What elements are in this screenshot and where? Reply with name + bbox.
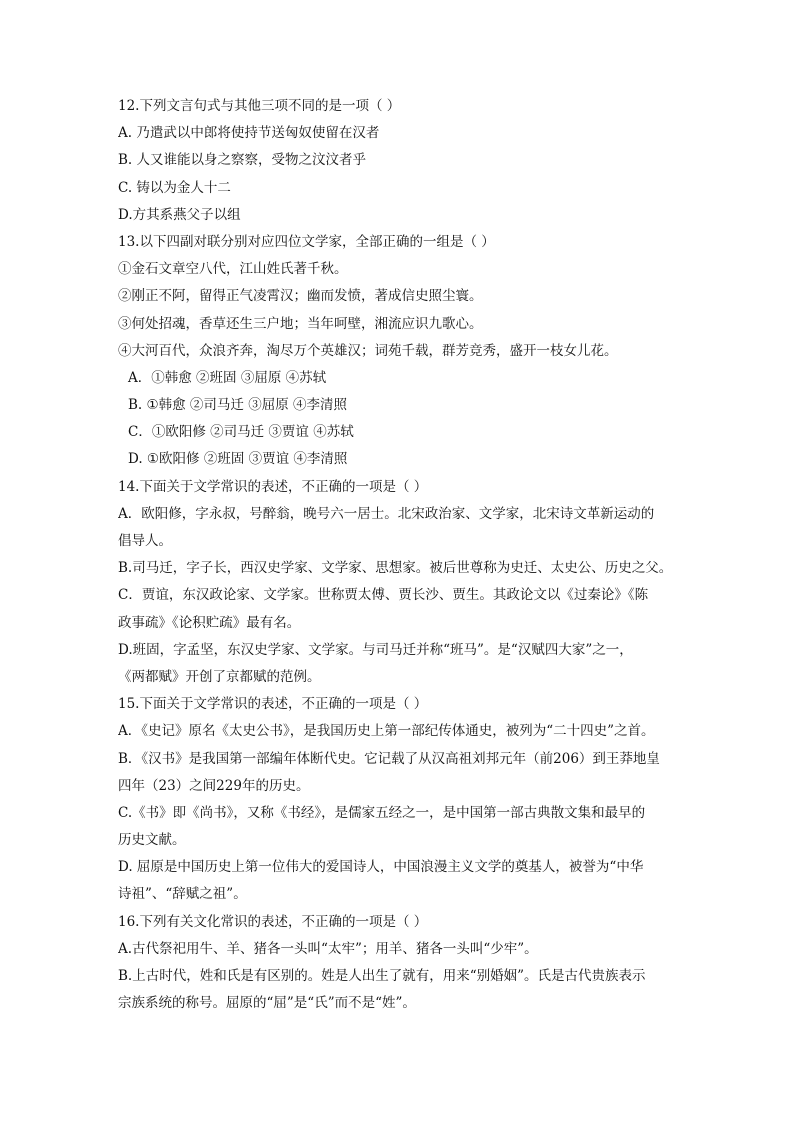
q14-option-a-cont: 倡导人。 bbox=[118, 533, 172, 549]
q12-option-b: B. 人又谁能以身之察察，受物之汶汶者乎 bbox=[118, 152, 367, 169]
q15-option-c-cont: 历史文献。 bbox=[118, 832, 186, 849]
q15-option-b: B．《汉书》是我国第一部编年体断代史。它记载了从汉高祖刘邦元年（前206）到王莽地皇 bbox=[118, 750, 660, 767]
q15-option-b-cont: 四年（23）之间229年的历史。 bbox=[118, 777, 310, 794]
question-14-stem: 14.下面关于文学常识的表述，不正确的一项是（ ） bbox=[118, 478, 428, 495]
q15-option-c: C.《书》即《尚书》，又称《书经》，是儒家五经之一，是中国第一部古典散文集和最早的 bbox=[118, 804, 646, 821]
q14-option-c: C．贾谊，东汉政论家、文学家。世称贾太傅、贾长沙、贾生。其政论文以《过秦论》《陈 bbox=[118, 587, 649, 604]
q13-couplet-2: ②刚正不阿，留得正气凌霄汉；幽而发愤，著成信史照尘寰。 bbox=[118, 288, 483, 305]
q15-option-d-cont: 诗祖”、“辞赋之祖”。 bbox=[118, 886, 247, 903]
q16-option-b: B.上古时代，姓和氏是有区别的。姓是人出生了就有，用来“别婚姻”。氏是古代贵族表示 bbox=[118, 968, 646, 984]
q13-couplet-1: ①金石文章空八代，江山姓氏著千秋。 bbox=[118, 261, 348, 278]
q13-option-c: C．①欧阳修 ②司马迁 ③贾谊 ④苏轼 bbox=[128, 424, 354, 441]
q14-option-b: B.司马迁，字子长，西汉史学家、文学家、思想家。被后世尊称为史迁、太史公、历史之父。 bbox=[118, 560, 673, 577]
question-16-stem: 16.下列有关文化常识的表述，不正确的一项是（ ） bbox=[118, 913, 428, 930]
question-12-stem: 12.下列文言句式与其他三项不同的是一项（ ） bbox=[118, 98, 401, 114]
q14-option-a: A．欧阳修，字永叔，号醉翁，晚号六一居士。北宋政治家、文学家，北宋诗文革新运动的 bbox=[118, 505, 655, 522]
question-text-block bbox=[118, 93, 688, 1017]
q16-option-a: A.古代祭祀用牛、羊、猪各一头叫“太牢”；用羊、猪各一头叫“少牢”。 bbox=[118, 940, 538, 957]
q12-option-d: D.方其系燕父子以组 bbox=[118, 206, 241, 223]
question-15-stem: 15.下面关于文学常识的表述，不正确的一项是（ ） bbox=[118, 696, 428, 713]
q15-option-d: D. 屈原是中国历史上第一位伟大的爱国诗人，中国浪漫主义文学的奠基人，被誉为“中华 bbox=[118, 859, 644, 876]
q13-couplet-4: ④大河百代，众浪齐奔，淘尽万个英雄汉；词苑千载，群芳竞秀，盛开一枝女儿花。 bbox=[118, 342, 618, 359]
q14-option-d: D.班固，字孟坚，东汉史学家、文学家。与司马迁并称“班马”。是“汉赋四大家”之一， bbox=[118, 641, 633, 658]
q14-option-c-cont: 政事疏》《论积贮疏》最有名。 bbox=[118, 614, 301, 631]
q16-option-b-cont: 宗族系统的称号。屈原的“屈”是“氏”而不是“姓”。 bbox=[118, 995, 416, 1012]
q13-option-d: D. ①欧阳修 ②班固 ③贾谊 ④李清照 bbox=[128, 451, 348, 468]
q12-option-c: C. 铸以为金人十二 bbox=[118, 179, 231, 196]
q13-couplet-3: ③何处招魂，香草还生三户地；当年呵壁，湘流应识九歌心。 bbox=[118, 315, 483, 332]
q14-option-d-cont: 《两都赋》开创了京都赋的范例。 bbox=[118, 668, 321, 685]
q12-option-a: A. 乃遣武以中郎将使持节送匈奴使留在汉者 bbox=[118, 125, 380, 142]
q13-option-a: A．①韩愈 ②班固 ③屈原 ④苏轼 bbox=[128, 369, 327, 386]
q15-option-a: A．《史记》原名《太史公书》，是我国历史上第一部纪传体通史，被列为“二十四史”之首。 bbox=[118, 723, 655, 740]
question-13-stem: 13.以下四副对联分别对应四位文学家，全部正确的一组是（ ） bbox=[118, 233, 495, 250]
q13-option-b: B. ①韩愈 ②司马迁 ③屈原 ④李清照 bbox=[128, 397, 347, 414]
